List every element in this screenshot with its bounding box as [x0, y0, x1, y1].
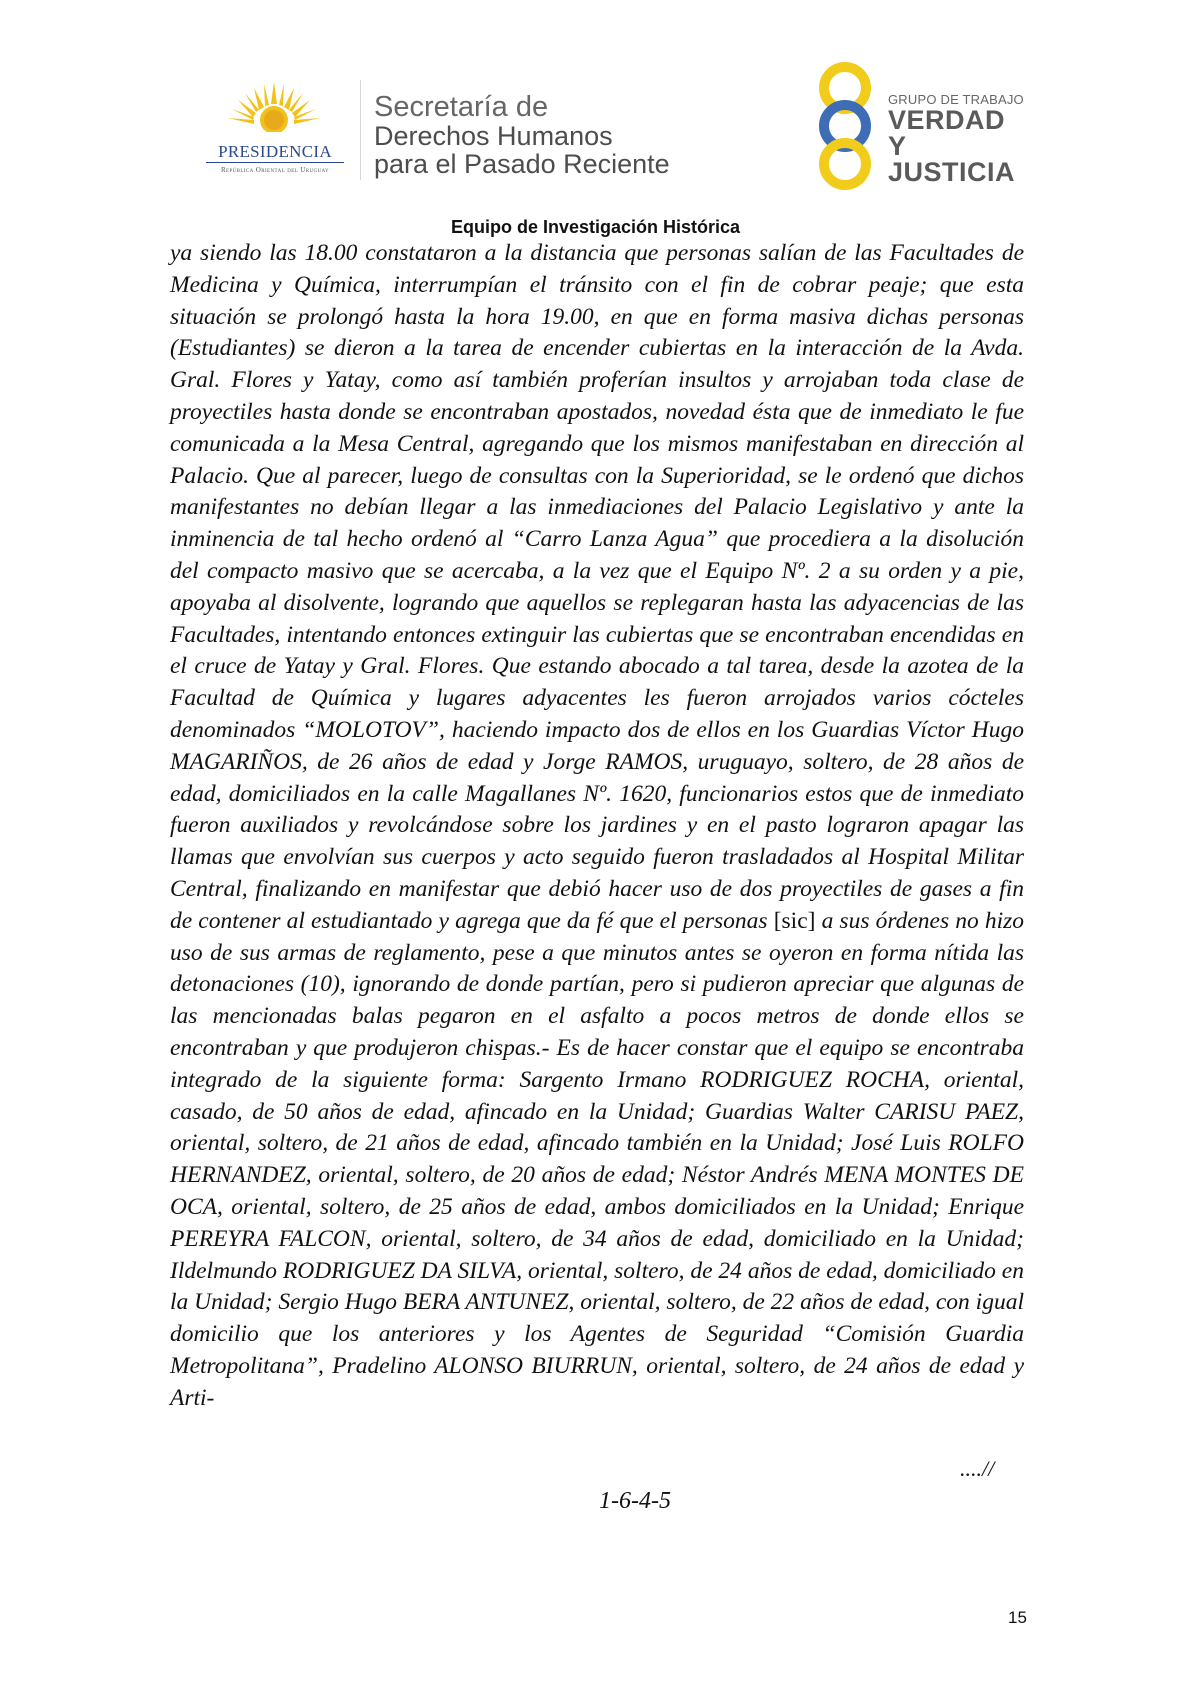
- grupo-line-1: GRUPO DE TRABAJO: [888, 92, 1024, 107]
- secretaria-line-3: para el Pasado Reciente: [374, 149, 670, 179]
- continued-mark: ....//: [960, 1456, 995, 1481]
- grupo-text: [888, 92, 1030, 185]
- secretaria-line-2: Derechos Humanos: [374, 121, 613, 151]
- body-paragraph: [170, 238, 1024, 1414]
- page-number: 15: [1008, 1608, 1027, 1627]
- secretaria-line-1: Secretaría de: [374, 91, 549, 123]
- presidencia-logo: [196, 80, 354, 180]
- grupo-line-3: JUSTICIA: [888, 157, 1016, 187]
- sic-note: [sic]: [773, 907, 816, 934]
- rings-emblem-icon: [810, 62, 880, 190]
- header-divider: [360, 80, 361, 180]
- presidencia-title: PRESIDENCIA: [218, 142, 332, 161]
- body-text-part-2: a sus órdenes no hizo uso de sus armas de reglamento, pese a que minutos antes se oyeron en forma nítida las detonaciones (10), ignorando de donde partían, pero si pudieron apreciar que algunas de las mencionadas balas pegaron en el asfalto a pocos metros de donde ellos se encontraban y que produjeron chispas.- Es de hacer constar que el equipo se encontraba integrado de la siguiente forma: Sargento Irmano RODRIGUEZ ROCHA, oriental, casado, de 50 años de edad, afincado en la Unidad; Guardias Walter CARISU PAEZ, oriental, soltero, de 21 años de edad, afincado también en la Unidad; José Luis ROLFO HERNANDEZ, oriental, soltero, de 20 años de edad; Néstor Andrés MENA MONTES DE OCA, oriental, soltero, de 25 años de edad, ambos domiciliados en la Unidad; Enrique PEREYRA FALCON, oriental, soltero, de 34 años de edad, domiciliado en la Unidad; Ildelmundo RODRIGUEZ DA SILVA, oriental, soltero, de 24 años de edad, domiciliado en la Unidad; Sergio Hugo BERA ANTUNEZ, oriental, soltero, de 22 años de edad, con igual domicilio que los anteriores y los Agentes de Seguridad “Comisión Guardia Metropolitana”, Pradelino ALONSO BIURRUN, oriental, soltero, de 24 años de edad y Arti-: [170, 907, 1024, 1411]
- grupo-line-2: VERDAD Y: [888, 105, 1006, 161]
- presidencia-rule: [206, 162, 344, 163]
- grupo-verdad-justicia-logo: [810, 62, 1030, 192]
- sun-emblem-icon: [224, 80, 324, 142]
- presidencia-subtitle: República Oriental del Uruguay: [220, 166, 330, 174]
- folio-number: 1-6-4-5: [599, 1488, 671, 1514]
- secretaria-logo: [374, 92, 670, 178]
- body-text-part-1: ya siendo las 18.00 constataron a la distancia que personas salían de las Facultades de Medicina y Química, interrumpían el tránsito con el fin de cobrar peaje; que esta situación se prolongó hasta la hora 19.00, en que en forma masiva dichas personas (Estudiantes) se dieron a la tarea de encender cubiertas en la interacción de la Avda. Gral. Flores y Yatay, como así también proferían insultos y arrojaban toda clase de proyectiles hasta donde se encontraban apostados, novedad ésta que de inmediato le fue comunicada a la Mesa Central, agregando que los mismos manifestaban en dirección al Palacio. Que al parecer, luego de consultas con la Superioridad, se le ordenó que dichos manifestantes no debían llegar a las inmediaciones del Palacio Legislativo y ante la inminencia de tal hecho ordenó al “Carro Lanza Agua” que procediera a la disolución del compacto masivo que se acercaba, a la vez que el Equipo Nº. 2 a su orden y a pie, apoyaba al disolvente, logrando que aquellos se replegaran hasta las adyacencias de las Facultades, intentando entonces extinguir las cubiertas que se encontraban encendidas en el cruce de Yatay y Gral. Flores. Que estando abocado a tal tarea, desde la azotea de la Facultad de Química y lugares adyacentes les fueron arrojados varios cócteles denominados “MOLOTOV”, haciendo impacto dos de ellos en los Guardias Víctor Hugo MAGARIÑOS, de 26 años de edad y Jorge RAMOS, uruguayo, soltero, de 28 años de edad, domiciliados en la calle Magallanes Nº. 1620, funcionarios estos que de inmediato fueron auxiliados y revolcándose sobre los jardines y en el pasto lograron apagar las llamas que envolvían sus cuerpos y acto seguido fueron trasladados al Hospital Militar Central, finalizando en manifestar que debió hacer uso de dos proyectiles de gases a fin de contener al estudiantado y agrega que da fé que el personas: [170, 240, 1024, 934]
- team-title: Equipo de Investigación Histórica: [450, 217, 741, 237]
